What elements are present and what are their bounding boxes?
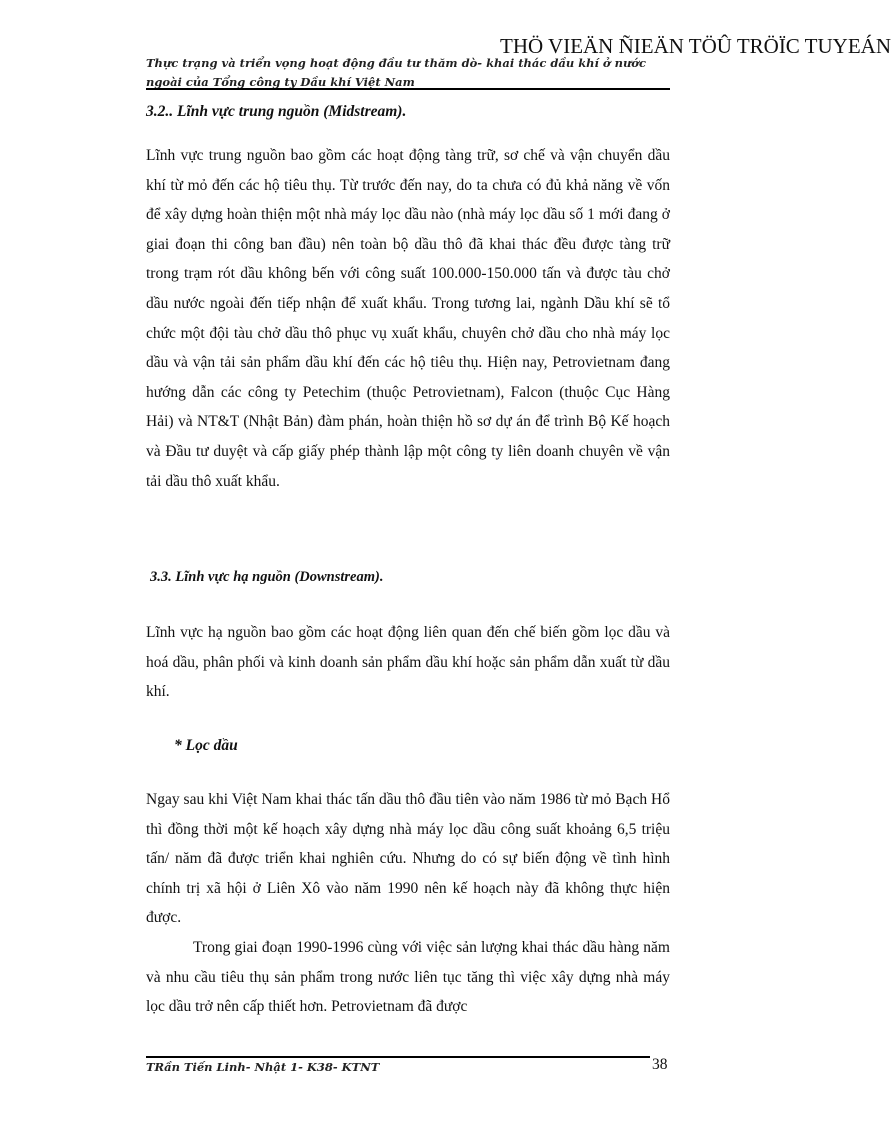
section-heading-downstream: 3.3. Lĩnh vực hạ nguồn (Downstream). bbox=[150, 569, 384, 585]
paragraph-refining-2: Trong giai đoạn 1990-1996 cùng với việc sản lượng khai thác dầu hàng năm và nhu cầu tiêu thụ sản phẩm trong nước liên tục tăng thì việc xây dựng nhà máy lọc dầu trở nên cấp thiết hơn. Petrovietnam đã được bbox=[146, 939, 670, 1016]
footer-divider bbox=[146, 1056, 650, 1058]
subsection-heading-refining: * Lọc dầu bbox=[174, 737, 238, 754]
footer-author: TRần Tiến Linh- Nhật 1- K38- KTNT bbox=[146, 1060, 380, 1074]
running-header: Thực trạng và triển vọng hoạt động đầu tư thăm dò- khai thác dầu khí ở nước ngoài của Tổng công ty Dầu khí Việt Nam bbox=[146, 56, 646, 89]
header-divider bbox=[146, 88, 670, 90]
paragraph-refining-1: Ngay sau khi Việt Nam khai thác tấn dầu thô đầu tiên vào năm 1986 từ mỏ Bạch Hổ thì đồng thời một kế hoạch xây dựng nhà máy lọc dầu công suất khoảng 6,5 triệu tấn/ năm đã được triển khai nghiên cứu. Nhưng do có sự biến động về tình hình chính trị xã hội ở Liên Xô vào năm 1990 nên kế hoạch này đã không thực hiện được. bbox=[146, 791, 670, 927]
library-watermark: THÖ VIEÄN ÑIEÄN TÖÛ TRÖÏC TUYEÁN bbox=[500, 34, 891, 58]
section-heading-midstream: 3.2.. Lĩnh vực trung nguồn (Midstream). bbox=[146, 103, 407, 120]
page-number: 38 bbox=[652, 1056, 668, 1073]
paragraph-downstream: Lĩnh vực hạ nguồn bao gồm các hoạt động liên quan đến chế biến gồm lọc dầu và hoá dầu, phân phối và kinh doanh sản phẩm dầu khí hoặc sản phẩm dẫn xuất từ dầu khí. bbox=[146, 624, 670, 701]
paragraph-midstream: Lĩnh vực trung nguồn bao gồm các hoạt động tàng trữ, sơ chế và vận chuyển dầu khí từ mỏ đến các hộ tiêu thụ. Từ trước đến nay, do ta chưa có đủ khả năng về vốn để xây dựng hoàn thiện một nhà máy lọc dầu nào (nhà máy lọc dầu số 1 mới đang ở giai đoạn thi công ban đầu) nên toàn bộ dầu thô đã khai thác đều được tàng trữ trong trạm rót dầu không bến với công suất 100.000-150.000 tấn và được tàu chở dầu nước ngoài đến tiếp nhận để xuất khẩu. Trong tương lai, ngành Dầu khí sẽ tổ chức một đội tàu chở dầu thô phục vụ xuất khẩu, chuyên chở dầu cho nhà máy lọc dầu và vận tải sản phẩm dầu khí đến các hộ tiêu thụ. Hiện nay, Petrovietnam đang hướng dẫn các công ty Petechim (thuộc Petrovietnam), Falcon (thuộc Cục Hàng Hải) và NT&T (Nhật Bản) đàm phán, hoàn thiện hồ sơ dự án để trình Bộ Kế hoạch và Đầu tư duyệt và cấp giấy phép thành lập một công ty liên doanh chuyên về vận tải dầu thô xuất khẩu. bbox=[146, 147, 670, 490]
